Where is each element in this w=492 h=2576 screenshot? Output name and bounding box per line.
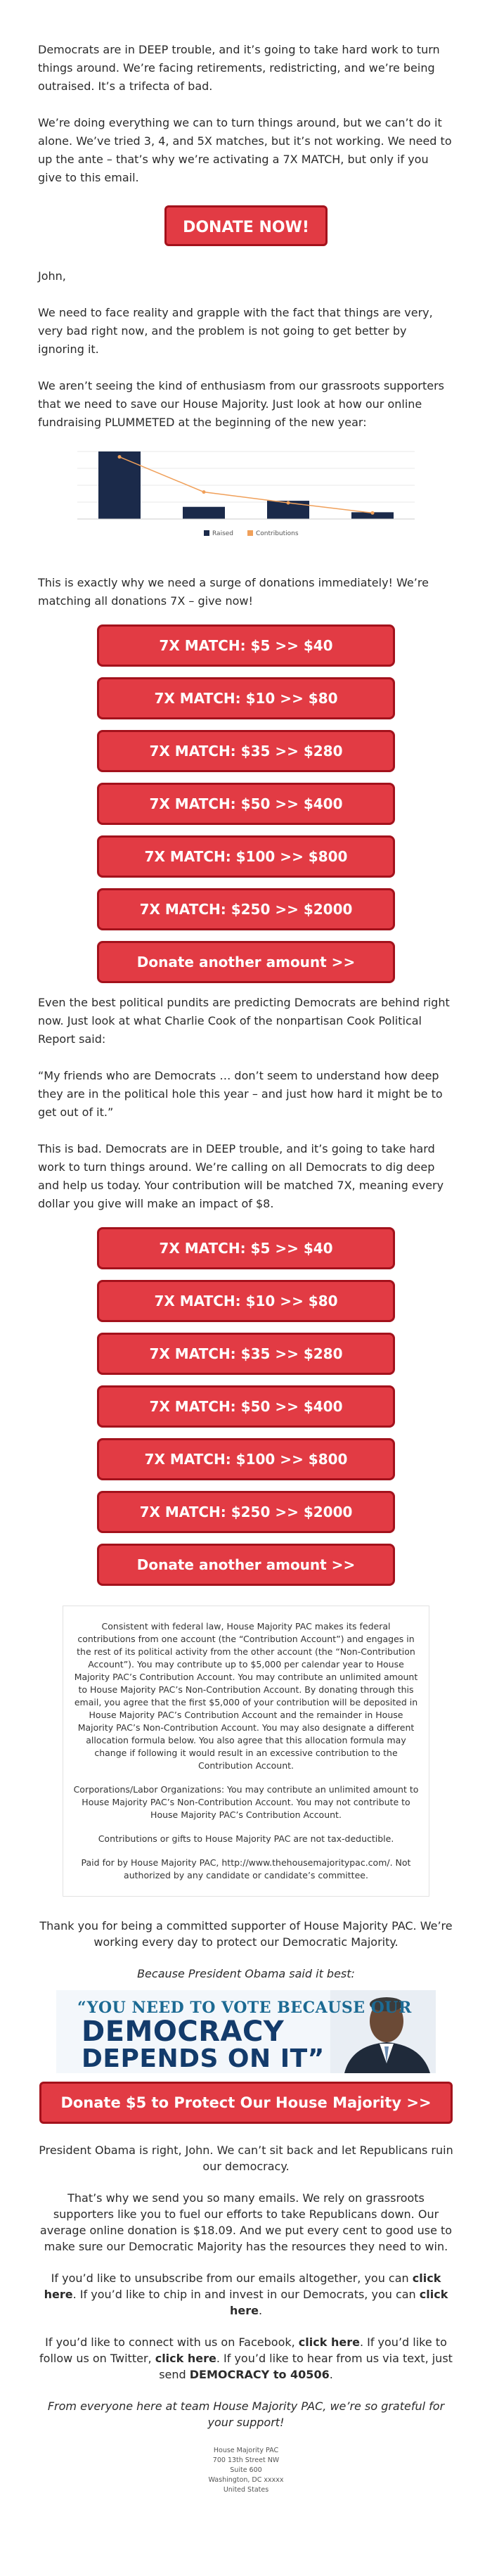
- obama-quote-banner[interactable]: [56, 1990, 436, 2073]
- disclaimer-paid-for: Paid for by House Majority PAC, http://www.thehousemajoritypac.com/. Not authorized by any candidate or candidate’s committee.: [81, 1857, 411, 1880]
- donate-buttons-group-2: [38, 1227, 454, 1586]
- connect-text-d: .: [329, 2368, 333, 2381]
- connect-text-b: . If you’d like to follow us on Twitter,: [39, 2335, 447, 2365]
- unsubscribe-link[interactable]: click here: [44, 2271, 441, 2301]
- donate-50-button[interactable]: 7X MATCH: $50 >> $400: [97, 783, 395, 825]
- donate-100-button[interactable]: 7X MATCH: $100 >> $800: [97, 835, 395, 878]
- connect-text-c: . If you’d like to hear from us via text, just send: [159, 2352, 453, 2381]
- chart-legend-label-raised: Raised: [212, 530, 234, 537]
- thanks-paragraph: Thank you for being a committed supporter of House Majority PAC. We’re working every day to protect our Democratic Majority.: [39, 1919, 453, 1949]
- body-paragraph-6: Even the best political pundits are predicting Democrats are behind right now. Just look at what Charlie Cook of the nonpartisan Cook Political Report said:: [38, 996, 450, 1046]
- donate-buttons-group-1: [38, 624, 454, 983]
- banner-line-3: DEPENDS ON IT”: [82, 2044, 325, 2073]
- unsubscribe-paragraph: [38, 2270, 454, 2319]
- intro-paragraph-2: We’re doing everything we can to turn things around, but we can’t do it alone. We’ve tried 3, 4, and 5X matches, but it’s not working. We need to up the ante – that’s why we’re activating a 7X MATCH, but only if you give to this email.: [38, 116, 452, 184]
- unsubscribe-text-b: . If you’d like to chip in and invest in our Democrats, you can: [72, 2288, 420, 2301]
- donate-10-button[interactable]: 7X MATCH: $10 >> $80: [97, 677, 395, 719]
- donate-5-button-2[interactable]: 7X MATCH: $5 >> $40: [97, 1227, 395, 1269]
- cook-quote: “My friends who are Democrats … don’t seem to understand how deep they are in the political hole this year – and just how hard it might be to get out of it.”: [38, 1069, 443, 1119]
- unsubscribe-text-c: .: [258, 2304, 263, 2317]
- emails-paragraph: That’s why we send you so many emails. We rely on grassroots supporters like you to fuel our efforts to take Republicans down. Our average online donation is $18.09. And we put every cent to good use to make sure our Democratic Majority has the resources they need to win.: [39, 2191, 453, 2253]
- chart-bar-raised: [98, 451, 141, 519]
- sms-keyword: DEMOCRACY to 40506: [189, 2368, 330, 2381]
- chart-legend-swatch-raised: [204, 530, 209, 536]
- footer-city: Washington, DC xxxxx: [208, 2476, 284, 2484]
- email-body: [0, 41, 492, 2495]
- obama-right-paragraph: President Obama is right, John. We can’t sit back and let Republicans ruin our democracy.: [39, 2144, 453, 2173]
- donate-other-amount-button[interactable]: Donate another amount >>: [97, 941, 395, 983]
- footer-address: [38, 2446, 454, 2495]
- donate-35-button-2[interactable]: 7X MATCH: $35 >> $280: [97, 1333, 395, 1375]
- email-content: [0, 41, 492, 2495]
- donate-250-button[interactable]: 7X MATCH: $250 >> $2000: [97, 888, 395, 930]
- donate-other-amount-button-2[interactable]: Donate another amount >>: [97, 1544, 395, 1586]
- greeting: John,: [38, 269, 66, 283]
- donate-5-protect-majority-button[interactable]: Donate $5 to Protect Our House Majority >>: [39, 2082, 453, 2124]
- body-paragraph-3: We need to face reality and grapple with the fact that things are very, very bad right now, and the problem is not going to get better by ignoring it.: [38, 306, 433, 356]
- donate-10-button-2[interactable]: 7X MATCH: $10 >> $80: [97, 1280, 395, 1322]
- disclaimer-corporations: Corporations/Labor Organizations: You may contribute an unlimited amount to House Majority PAC’s Non-Contribution Account. You may not contribute to House Majority PAC’s Contribution Account.: [73, 1784, 419, 1820]
- intro-paragraph-1: Democrats are in DEEP trouble, and it’s going to take hard work to turn things around. We’re facing retirements, redistricting, and we’re being outraised. It’s a trifecta of bad.: [38, 43, 440, 93]
- donate-100-button-2[interactable]: 7X MATCH: $100 >> $800: [97, 1438, 395, 1480]
- chart-point-contributions: [202, 490, 206, 494]
- body-paragraph-7: This is bad. Democrats are in DEEP trouble, and it’s going to take hard work to turn things around. We’re calling on all Democrats to dig deep and help us today. Your contribution will be matched 7X, meaning every dollar you give will make an impact of $8.: [38, 1142, 444, 1210]
- banner-line-2: DEMOCRACY: [82, 2016, 285, 2048]
- facebook-link[interactable]: click here: [298, 2335, 360, 2349]
- chart-legend-label-contributions: Contributions: [256, 530, 299, 537]
- body-paragraph-4: We aren’t seeing the kind of enthusiasm from our grassroots supporters that we need to save our House Majority. Just look at how our online fundraising PLUMMETED at the beginning of the new year:: [38, 379, 445, 429]
- chart-point-contributions: [118, 455, 122, 459]
- disclaimer-contribution-account: Consistent with federal law, House Majority PAC makes its federal contributions from one account (the “Contribution Account”) and engages in the rest of its political activity from the other account (the “Non-Contribution Account”). You may contribute up to $5,000 per calendar year to House Majority PAC’s Contribution Account. You may contribute an unlimited amount to House Majority PAC’s Non-Contribution Account. By donating through this email, you agree that the first $5,000 of your contribution will be deposited in House Majority PAC’s Contribution Account and the remainder in House Majority PAC’s Non-Contribution Account. You may also designate a different allocation formula below. You also agree that this allocation formula may change if following it would result in an excessive contribution to the Contribution Account.: [74, 1621, 418, 1771]
- chart-point-contributions: [287, 501, 290, 504]
- footer-country: United States: [223, 2486, 269, 2494]
- obama-intro: Because President Obama said it best:: [137, 1967, 355, 1980]
- unsubscribe-text-a: If you’d like to unsubscribe from our emails altogether, you can: [51, 2271, 413, 2285]
- donate-250-button-2[interactable]: 7X MATCH: $250 >> $2000: [97, 1491, 395, 1533]
- donate-5-button[interactable]: 7X MATCH: $5 >> $40: [97, 624, 395, 667]
- connect-paragraph: [38, 2334, 454, 2383]
- legal-disclaimer: [63, 1606, 429, 1897]
- signoff: From everyone here at team House Majority PAC, we’re so grateful for your support!: [47, 2399, 445, 2429]
- donate-50-button-2[interactable]: 7X MATCH: $50 >> $400: [97, 1385, 395, 1428]
- chart-bar-raised: [183, 507, 225, 519]
- donate-35-button[interactable]: 7X MATCH: $35 >> $280: [97, 730, 395, 772]
- disclaimer-tax: Contributions or gifts to House Majority PAC are not tax-deductible.: [98, 1833, 394, 1844]
- chart-legend-swatch-contributions: [247, 530, 253, 536]
- banner-line-1: “YOU NEED TO VOTE BECAUSE OUR: [77, 1999, 412, 2017]
- chip-in-link[interactable]: click here: [229, 2288, 448, 2317]
- fundraising-chart-svg: [63, 442, 429, 547]
- twitter-link[interactable]: click here: [155, 2352, 216, 2365]
- footer-suite: Suite 600: [230, 2466, 262, 2474]
- connect-text-a: If you’d like to connect with us on Facebook,: [45, 2335, 299, 2349]
- footer-org: House Majority PAC: [213, 2447, 279, 2454]
- body-paragraph-5: This is exactly why we need a surge of donations immediately! We’re matching all donations 7X – give now!: [38, 576, 429, 608]
- donate-now-button[interactable]: DONATE NOW!: [164, 205, 328, 246]
- footer-street: 700 13th Street NW: [212, 2456, 280, 2464]
- chart-point-contributions: [371, 511, 375, 515]
- fundraising-chart: [63, 442, 429, 547]
